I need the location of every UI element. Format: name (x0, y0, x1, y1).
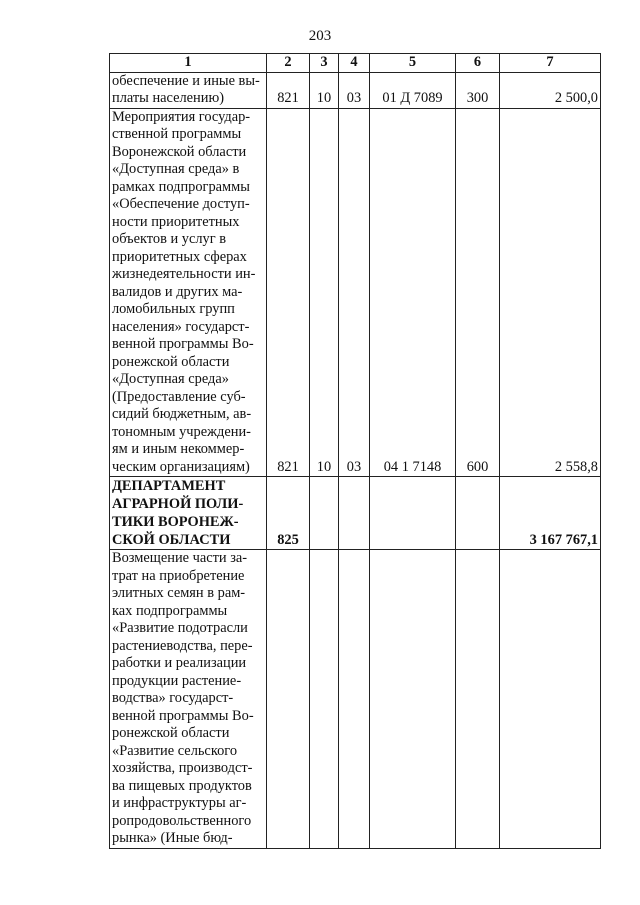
cell-subsection: 03 (339, 108, 370, 477)
description-line: тономным учреждени- (112, 423, 251, 440)
description-line: приоритетных сферах (112, 248, 247, 265)
description-line: венной программы Во- (112, 707, 254, 724)
description-line: рамках подпрограммы (112, 178, 250, 195)
description-line: населения» государст- (112, 318, 250, 335)
description-line: венной программы Во- (112, 336, 254, 352)
header-col-6: 6 (456, 54, 500, 73)
header-row (110, 54, 601, 73)
cell-expense-type: 300 (456, 72, 500, 108)
cell-target-item: 04 1 7148 (370, 108, 456, 477)
table-row (110, 72, 601, 108)
description-line: «Развитие сельского (112, 742, 238, 759)
cell-target-item (370, 550, 456, 849)
description-line: ческим организациям) (112, 458, 250, 475)
description-line: водства» государст- (112, 690, 234, 706)
cell-amount (500, 550, 601, 849)
cell-subsection: 03 (339, 72, 370, 108)
row-description (110, 108, 267, 477)
description-line: АГРАРНОЙ ПОЛИ- (112, 496, 244, 512)
description-line: «Обеспечение доступ- (112, 196, 250, 212)
description-line: «Доступная среда» (112, 371, 229, 387)
description-line: валидов и других ма- (112, 283, 243, 300)
description-line: Воронежской области (112, 143, 247, 160)
header-col-1: 1 (110, 54, 267, 73)
description-line: трат на приобретение (112, 567, 245, 584)
department-name (110, 477, 267, 550)
description-line: и инфраструктуры аг- (112, 795, 247, 811)
cell-amount: 3 167 767,1 (500, 477, 601, 550)
description-line: Возмещение части за- (112, 550, 248, 566)
description-line: ТИКИ ВОРОНЕЖ- (112, 514, 239, 530)
cell-section (310, 477, 339, 550)
header-col-2: 2 (267, 54, 310, 73)
description-line: жизнедеятельности ин- (112, 266, 256, 282)
header-col-4: 4 (339, 54, 370, 73)
cell-target-item (370, 477, 456, 550)
cell-expense-type (456, 477, 500, 550)
description-line: продукции растение- (112, 672, 242, 689)
description-line: ности приоритетных (112, 213, 240, 230)
description-line: ДЕПАРТАМЕНТ (112, 478, 226, 494)
description-line: «Доступная среда» в (112, 161, 240, 177)
description-line: элитных семян в рам- (112, 585, 246, 601)
description-line: Мероприятия государ- (112, 108, 251, 125)
cell-ministry-code: 825 (267, 477, 310, 550)
description-line: платы населению) (112, 90, 225, 106)
description-line: ках подпрограммы (112, 602, 228, 619)
cell-amount: 2 558,8 (500, 108, 601, 477)
header-col-5: 5 (370, 54, 456, 73)
description-line: (Предоставление суб- (112, 388, 246, 405)
cell-ministry-code: 821 (267, 72, 310, 108)
description-line: ям и иным некоммер- (112, 441, 245, 457)
table-row (110, 550, 601, 849)
description-line: растениеводства, пере- (112, 637, 253, 654)
department-row (110, 477, 601, 550)
description-line: работки и реализации (112, 655, 247, 671)
cell-subsection (339, 550, 370, 849)
cell-expense-type: 600 (456, 108, 500, 477)
description-line: сидий бюджетным, ав- (112, 406, 252, 422)
cell-section (310, 550, 339, 849)
description-line: рынка» (Иные бюд- (112, 830, 233, 846)
page-number: 203 (308, 28, 332, 44)
description-line: СКОЙ ОБЛАСТИ (112, 532, 231, 548)
description-line: ронежской области (112, 353, 230, 370)
header-col-3: 3 (310, 54, 339, 73)
cell-section: 10 (310, 108, 339, 477)
table-row (110, 108, 601, 477)
description-line: ропродовольственного (112, 812, 252, 829)
header-col-7: 7 (500, 54, 601, 73)
budget-table (109, 53, 601, 849)
cell-section: 10 (310, 72, 339, 108)
description-line: ственной программы (112, 126, 242, 142)
cell-amount: 2 500,0 (500, 72, 601, 108)
description-line: объектов и услуг в (112, 231, 227, 247)
description-line: «Развитие подотрасли (112, 620, 248, 636)
cell-target-item: 01 Д 7089 (370, 72, 456, 108)
cell-ministry-code (267, 550, 310, 849)
description-line: ронежской области (112, 725, 230, 741)
description-line: хозяйства, производст- (112, 760, 253, 776)
description-line: обеспечение и иные вы- (112, 72, 260, 89)
row-description (110, 550, 267, 849)
cell-expense-type (456, 550, 500, 849)
description-line: ва пищевых продуктов (112, 777, 252, 794)
description-line: ломобильных групп (112, 301, 235, 317)
cell-subsection (339, 477, 370, 550)
cell-ministry-code: 821 (267, 108, 310, 477)
row-description (110, 72, 267, 108)
